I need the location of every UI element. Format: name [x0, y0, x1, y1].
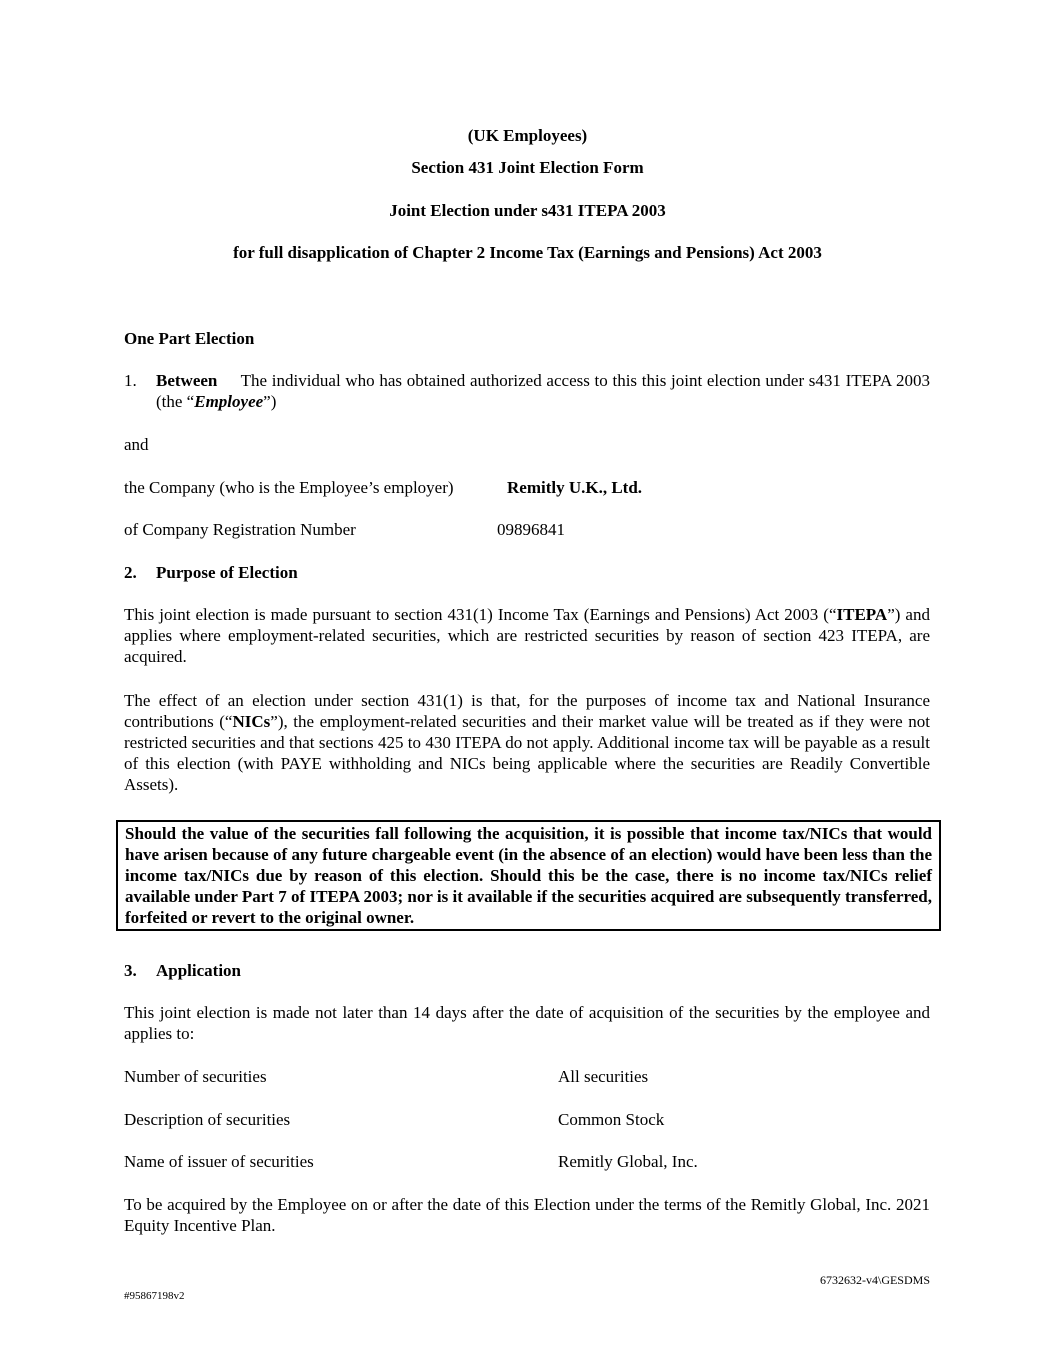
one-part-election-title: One Part Election [124, 329, 255, 348]
company-label: the Company (who is the Employee’s employer) [124, 478, 454, 497]
section-1-number: 1. [124, 371, 137, 390]
company-reg-label: of Company Registration Number [124, 520, 356, 539]
securities-number-value: All securities [558, 1067, 649, 1086]
securities-description-label: Description of securities [124, 1110, 291, 1129]
section-3-heading [124, 960, 241, 981]
section-1-body [156, 370, 930, 412]
section-3-number: 3. [124, 961, 137, 980]
section-2-p1-b: ”) and applies where employment-related securities, which are restricted securities by reason of section 423 ITEPA, are acquired. [124, 605, 930, 666]
header-form-title: Section 431 Joint Election Form [411, 158, 644, 177]
company-reg-number: 09896841 [497, 520, 565, 539]
section-1-label: Between [156, 371, 218, 390]
footer-document-code: 6732632-v4\GESDMS [819, 1273, 930, 1287]
company-name: Remitly U.K., Ltd. [507, 478, 643, 497]
section-1-text-b: ”) [263, 392, 277, 411]
securities-issuer-label: Name of issuer of securities [124, 1152, 314, 1171]
section-1-employee-term: Employee [194, 392, 264, 411]
section-2-warning-box: Should the value of the securities fall following the acquisition, it is possible that income tax/NICs that would have arisen because of any future chargeable event (in the absence of an election) would have been less than the income tax/NICs due by reason of this election. Should this be the case, there is no income tax/NICs relief available under Part 7 of ITEPA 2003; nor is it available if the securities acquired are subsequently transferred, forfeited or revert to the original owner. [116, 820, 941, 931]
securities-issuer-value: Remitly Global, Inc. [558, 1152, 698, 1171]
section-1-between [124, 370, 930, 412]
and-text: and [124, 435, 149, 454]
section-3-closing: To be acquired by the Employee on or after the date of this Election under the terms of the Remitly Global, Inc. 2021 Equity Incentive Plan. [124, 1195, 930, 1235]
section-2-p2-a: The effect of an election under section 431(1) is that, for the purposes of income tax and National Insurance contributions (“ [124, 691, 930, 731]
section-2-p2-b: ”), the employment-related securities and their market value will be treated as if they were not restricted securities and that sections 425 to 430 ITEPA do not apply. Additional income tax will be payable as a result of this election (with PAYE withholding and NICs being applicable where the securities are Readily Convertible Assets). [124, 712, 930, 794]
section-2-p1-a: This joint election is made pursuant to section 431(1) Income Tax (Earnings and Pensions) Act 2003 (“ [124, 605, 837, 624]
section-2-number: 2. [124, 563, 137, 582]
securities-description-value: Common Stock [558, 1110, 665, 1129]
section-3-intro: This joint election is made not later than 14 days after the date of acquisition of the securities by the employee and applies to: [124, 1003, 930, 1043]
section-1-text-a: The individual who has obtained authorized access to this this joint election under s431 ITEPA 2003 (the “ [156, 371, 930, 411]
section-2-paragraph-2 [124, 690, 930, 795]
section-2-title: Purpose of Election [156, 563, 298, 582]
header-joint-election: Joint Election under s431 ITEPA 2003 [389, 201, 666, 220]
section-2-paragraph-1 [124, 604, 930, 667]
section-2-nics-term: NICs [232, 712, 271, 731]
section-3-title: Application [156, 961, 242, 980]
header-line-uk-employees: (UK Employees) [467, 126, 588, 145]
footer-reference-code: #95867198v2 [124, 1290, 185, 1302]
section-2-itepa-term: ITEPA [836, 605, 888, 624]
section-2-heading [124, 562, 298, 583]
securities-number-label: Number of securities [124, 1067, 267, 1086]
header-disapplication: for full disapplication of Chapter 2 Income Tax (Earnings and Pensions) Act 2003 [233, 243, 822, 262]
